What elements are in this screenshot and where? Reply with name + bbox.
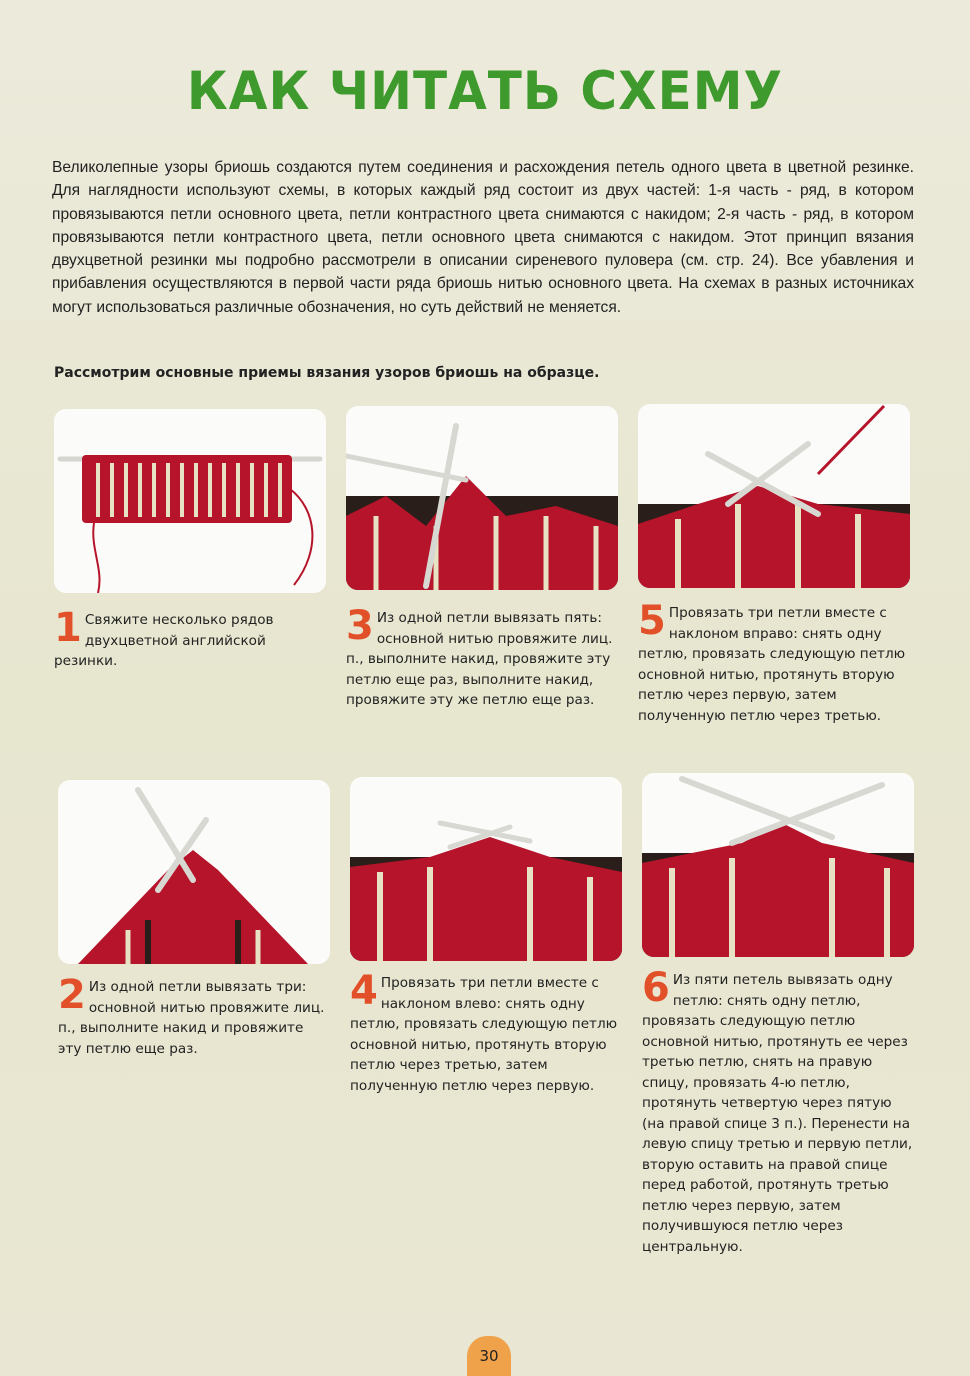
step-number: 6 [642, 965, 670, 1011]
step-5-photo [638, 404, 910, 588]
intro-paragraph: Великолепные узоры бриошь создаются путем соединения и расхождения петель одного цвета в цветной резинке. Для наглядности используют схемы, в которых каждый ряд состоит из двух частей: 1-я часть - ряд, в котором провязываются петли основного цвета, петли контрастного цвета снимаются с накидом; 2-я часть - ряд, в котором провязываются петли контрастного цвета, петли основного цвета снимаются с накидом. Этот принцип вязания двухцветной резинки мы подробно рассмотрели в описании сиреневого пуловера (см. стр. 24). Все убавления и прибавления осуществляются в первой части ряда бриошь нитью основного цвета. На схемах в разных источниках могут использоваться различные обозначения, но суть действий не меняется. [52, 159, 914, 316]
step-3-photo [346, 406, 618, 590]
step-text: Провязать три петли вместе с наклоном вправо: снять одну петлю, провязать следующую петлю основной нитью, протянуть вторую петлю через первую, затем полученную петлю через третью. [638, 605, 906, 724]
step-number: 1 [54, 605, 82, 651]
step-text: Из одной петли вывязать пять: основной нитью провяжите лиц. п., выполните накид, провяжите эту петлю еще раз, выполните накид, провяжите эту же петлю еще раз. [346, 610, 613, 708]
step-6-photo [642, 773, 914, 957]
step-text: Свяжите несколько рядов двухцветной английской резинки. [54, 612, 274, 669]
step-text: Провязать три петли вместе с наклоном влево: снять одну петлю, провязать следующую петлю основной нитью, протянуть вторую петлю через третью, затем полученную петлю через первую. [350, 975, 618, 1094]
step-1-caption [54, 605, 322, 672]
step-1-photo [54, 409, 326, 593]
step-number: 4 [350, 968, 378, 1014]
step-3-caption [346, 603, 618, 711]
step-text: Из одной петли вывязать три: основной нитью провяжите лиц. п., выполните накид и провяжите эту петлю еще раз. [58, 979, 325, 1057]
step-number: 2 [58, 972, 86, 1018]
step-2-caption [58, 972, 330, 1059]
step-4-caption [350, 968, 622, 1096]
page-number: 30 [467, 1336, 511, 1376]
step-number: 3 [346, 603, 374, 649]
step-2-photo [58, 780, 330, 964]
step-6-caption [642, 965, 914, 1257]
section-subheading: Рассмотрим основные приемы вязания узоров бриошь на образце. [54, 365, 600, 381]
step-4-photo [350, 777, 622, 961]
step-5-caption [638, 598, 910, 726]
page-title: КАК ЧИТАТЬ СХЕМУ [186, 60, 784, 122]
step-text: Из пяти петель вывязать одну петлю: снять одну петлю, провязать следующую петлю основной нитью, протянуть ее через третью петлю, снять на правую спицу, провязать 4-ю петлю, протянуть четвертую через пятую (на правой спице 3 п.). Перенести на левую спицу третью и первую петли, вторую оставить на правой спице перед работой, протянуть третью петлю через первую, затем получившуюся петлю через центральную. [642, 972, 913, 1255]
step-number: 5 [638, 598, 666, 644]
knitting-swatch-illustration [54, 409, 326, 593]
